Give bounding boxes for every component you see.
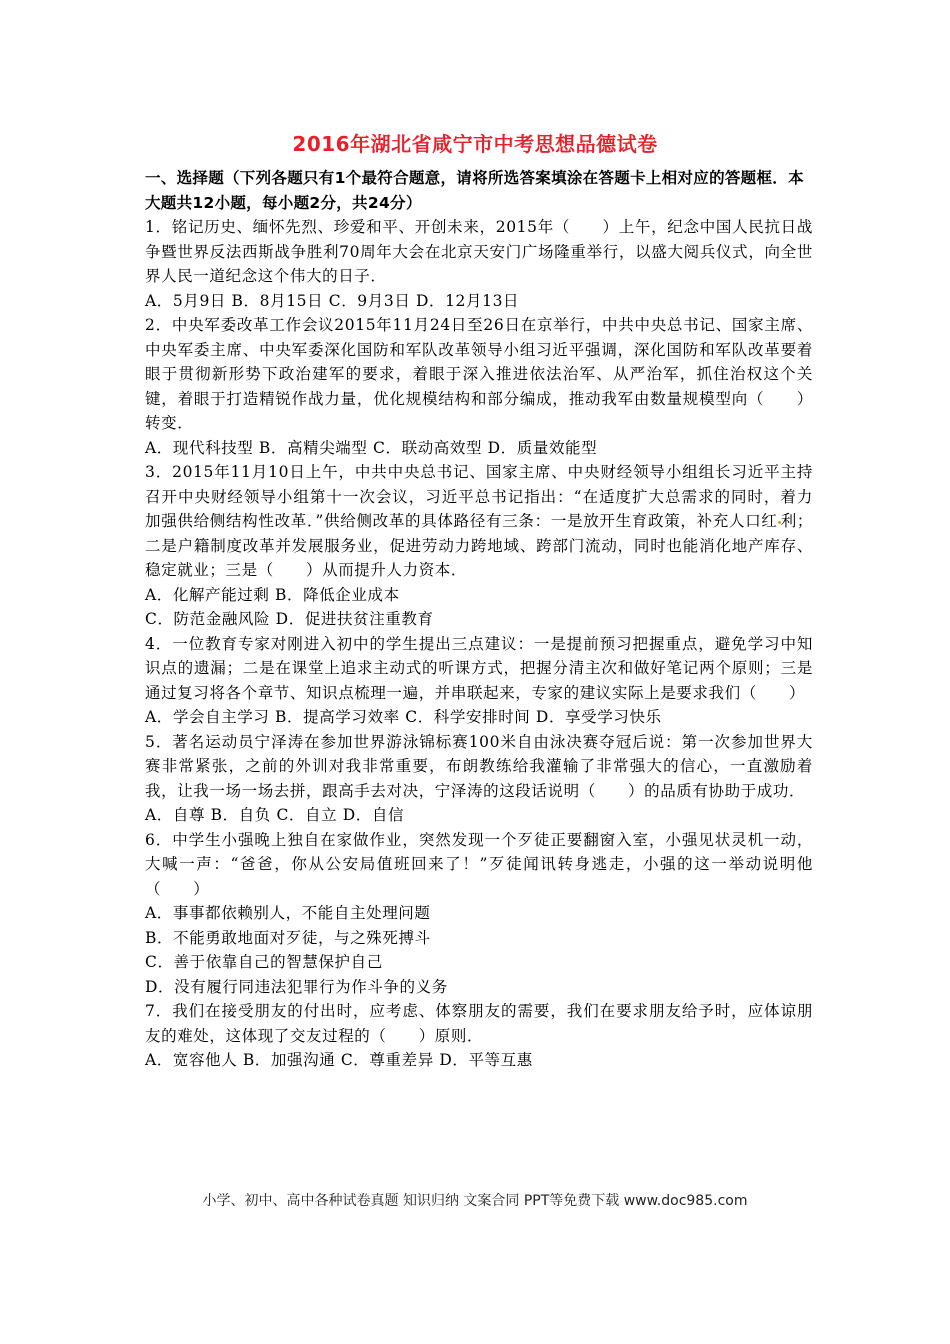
document-body	[145, 166, 813, 1073]
question-2-stem: 2．中央军委改革工作会议2015年11月24日至26日在京举行，中共中央总书记、国家主席、中央军委主席、中央军委深化国防和军队改革领导小组习近平强调，深化国防和军队改革要着眼于贯彻新形势下政治建军的要求，着眼于深入推进依法治军、从严治军，抓住治权这个关键，着眼于打造精锐作战力量，优化规模结构和部分编成，推动我军由数量规模型向（ ）转变．	[145, 316, 813, 432]
question-3-stem-part-1: 3．2015年11月10日上午，中共中央总书记、国家主席、中央财经领导小组组长习近平主持召开中央财经领导小组第十一次会议，习近平总书记指出：“在适度扩大总需求的同时，着力加强供给侧结构性改革．”供给侧改革的具体路径有三条：一是放开生育政策，补充人口红	[145, 463, 813, 530]
question-3-stem	[145, 460, 813, 583]
document-title: 2016年湖北省咸宁市中考思想品德试卷	[292, 132, 658, 156]
question-6-option-b: B．不能勇敢地面对歹徒，与之殊死搏斗	[145, 928, 431, 947]
question-3-options-cd: C．防范金融风险 D．促进扶贫注重教育	[145, 610, 434, 628]
question-1-stem: 1．铭记历史、缅怀先烈、珍爱和平、开创未来，2015年（ ）上午，纪念中国人民抗日战争暨世界反法西斯战争胜利70周年大会在北京天安门广场隆重举行，以盛大阅兵仪式，向全世界人民一道纪念这个伟大的日子．	[145, 218, 813, 285]
question-1-options: A．5月9日 B．8月15日 C．9月3日 D．12月13日	[145, 291, 520, 310]
question-4-stem: 4．一位教育专家对刚进入初中的学生提出三点建议：一是提前预习把握重点，避免学习中知识点的遗漏；二是在课堂上追求主动式的听课方式，把握分清主次和做好笔记两个原则；三是通过复习将各个章节、知识点梳理一遍，并串联起来，专家的建议实际上是要求我们（ ）	[145, 634, 813, 702]
question-3-options-ab: A．化解产能过剩 B．降低企业成本	[145, 585, 400, 604]
question-2-options: A．现代科技型 B．高精尖端型 C．联动高效型 D．质量效能型	[145, 438, 598, 457]
question-3-stem-part-2: 利；二是户籍制度改革并发展服务业，促进劳动力跨地域、跨部门流动，同时也能消化地产库存、稳定就业；三是（ ）从而提升人力资本．	[145, 512, 813, 579]
question-6-option-a: A．事事都依赖别人，不能自主处理问题	[145, 904, 431, 922]
section-heading: 一、选择题（下列各题只有1个最符合题意，请将所选答案填涂在答题卡上相对应的答题框．本大题共12小题，每小题2分，共24分）	[145, 169, 804, 212]
footer-ad-text: 小学、初中、高中各种试卷真题 知识归纳 文案合同 PPT等免费下载 www.doc985.com	[202, 1193, 748, 1209]
question-7-options: A．宽容他人 B．加强沟通 C．尊重差异 D．平等互惠	[145, 1051, 533, 1069]
question-6-stem: 6．中学生小强晚上独自在家做作业，突然发现一个歹徒正要翻窗入室，小强见状灵机一动，大喊一声：“爸爸，你从公安局值班回来了！”歹徒闻讯转身逃走，小强的这一举动说明他（ ）	[145, 830, 813, 898]
question-5-options: A．自尊 B．自负 C．自立 D．自信	[145, 806, 405, 824]
question-7-stem: 7．我们在接受朋友的付出时，应考虑、体察朋友的需要，我们在要求朋友给予时，应体谅朋友的难处，这体现了交友过程的（ ）原则．	[145, 1002, 813, 1045]
question-5-stem: 5．著名运动员宁泽涛在参加世界游泳锦标赛100米自由泳决赛夺冠后说：第一次参加世界大赛非常紧张，之前的外训对我非常重要，布朗教练给我灌输了非常强大的信心，一直激励着我，让我一场一场去拼，跟高手去对决，宁泽涛的这段话说明（ ）的品质有协助于成功．	[145, 732, 813, 800]
question-4-options: A．学会自主学习 B．提高学习效率 C．科学安排时间 D．享受学习快乐	[145, 708, 662, 726]
question-6-option-d: D．没有履行同违法犯罪行为作斗争的义务	[145, 977, 448, 996]
question-6-option-c: C．善于依靠自己的智慧保护自己	[145, 953, 383, 971]
